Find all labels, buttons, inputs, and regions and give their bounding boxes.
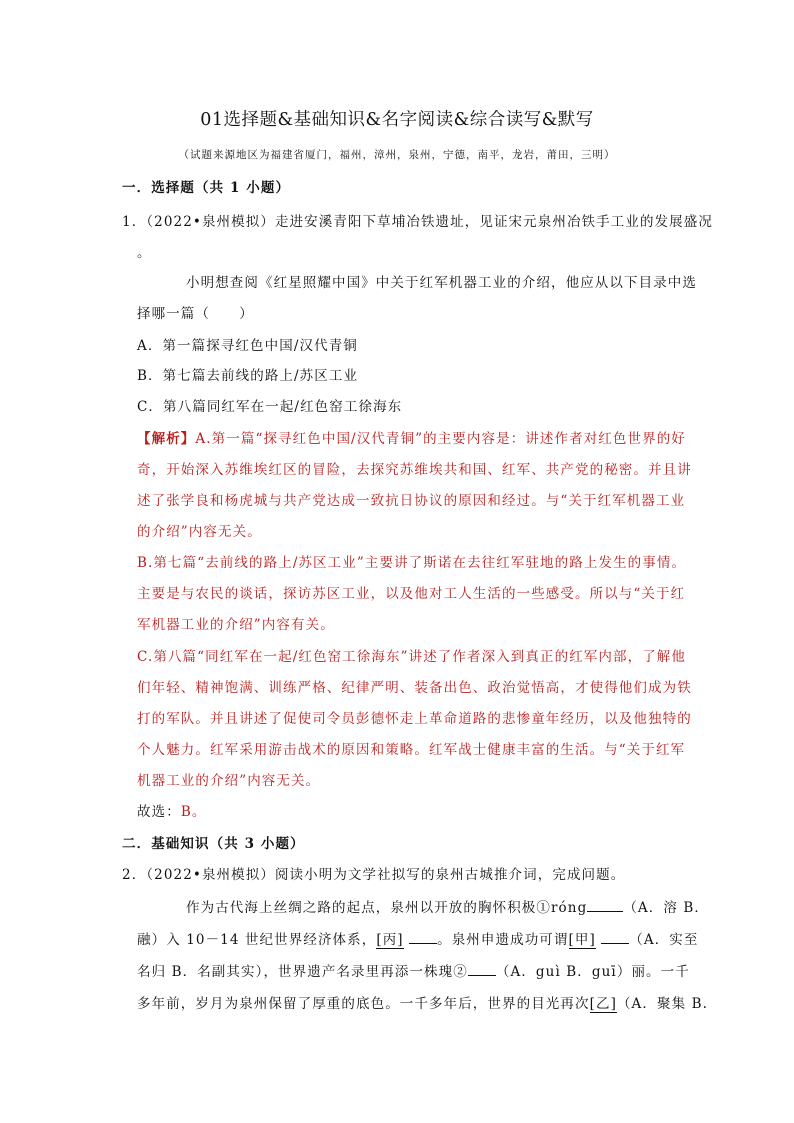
answer-line: [137, 800, 206, 820]
q2-p2-text-a: 融）入 10－14 世纪世界经济体系，: [137, 932, 377, 948]
blank-jia[interactable]: [601, 931, 629, 944]
marker-jia: [甲]: [568, 932, 596, 948]
analysis-line-c5: 机器工业的介绍”内容无关。: [137, 773, 321, 789]
q1-option-a: A．第一篇探寻红色中国/汉代青铜: [137, 338, 358, 354]
analysis-line-b3: 军机器工业的介绍”内容有关。: [137, 617, 335, 633]
analysis-line-a1: [137, 427, 686, 447]
q1-stem-line4: 择哪一篇（ ）: [137, 306, 254, 322]
q2-p2-text-b: 。泉州申遗成功可谓: [437, 932, 569, 948]
q2-p3-text-b: （A．guì B．guī）丽。一千: [495, 964, 690, 980]
analysis-line-a2: 奇，开始深入苏维埃红区的冒险，去探究苏维埃共和国、红军、共产党的秘密。并且讲: [137, 462, 692, 478]
analysis-line-c2: 们年轻、精神饱满、训练严格、纪律严明、装备出色、政治觉悟高，才使得他们成为铁: [137, 680, 692, 696]
answer-value: B。: [180, 804, 207, 820]
section-heading-basics: 二．基础知识（共 3 小题）: [122, 836, 305, 852]
q2-p1-text-a: 作为古代海上丝绸之路的起点，泉州以开放的胸怀积极①róng: [186, 900, 588, 916]
analysis-a1-text: A.第一篇“探寻红色中国/汉代青铜”的主要内容是：讲述作者对红色世界的好: [195, 431, 686, 447]
blank-bing[interactable]: [409, 931, 437, 944]
q1-stem-line1: 1．（2022•泉州模拟）走进安溪青阳下草埔冶铁遗址，见证宋元泉州冶铁手工业的发展盛况: [122, 214, 713, 230]
analysis-line-a4: 的介绍”内容无关。: [137, 524, 262, 540]
analysis-line-b1: B.第七篇“去前线的路上/苏区工业”主要讲了斯诺在去往红军驻地的路上发生的事情。: [137, 555, 687, 571]
source-note: （试题来源地区为福建省厦门，福州，漳州，泉州，宁德，南平，龙岩，莆田，三明）: [178, 149, 616, 161]
q2-passage-line4: [137, 992, 708, 1012]
blank-2[interactable]: [468, 963, 496, 976]
q2-p1-text-b: （A．溶 B．: [623, 900, 709, 916]
marker-bing: [丙]: [376, 932, 404, 948]
q1-stem-line3: 小明想查阅《红星照耀中国》中关于红军机器工业的介绍，他应从以下目录中选: [186, 275, 697, 291]
page-title: 01选择题&基础知识&名字阅读&综合读写&默写: [200, 110, 594, 130]
q2-passage-line2: [137, 928, 699, 948]
analysis-line-b2: 主要是与农民的谈话，探访苏区工业，以及他对工人生活的一些感受。所以与“关于红: [137, 586, 686, 602]
q1-stem-line2: 。: [137, 245, 152, 261]
q2-p2-text-c: （A．实至: [629, 932, 699, 948]
blank-1[interactable]: [587, 899, 623, 912]
analysis-line-c1: C.第八篇“同红军在一起/红色窑工徐海东”讲述了作者深入到真正的红军内部，了解他: [137, 649, 686, 665]
analysis-line-c3: 打的军队。并且讲述了促使司令员彭德怀走上革命道路的悲惨童年经历，以及他独特的: [137, 711, 692, 727]
q1-option-b: B．第七篇去前线的路上/苏区工业: [137, 368, 359, 384]
q2-passage-line1: [186, 896, 709, 916]
analysis-tag: 【解析】: [137, 431, 196, 447]
marker-yi: [乙]: [589, 996, 617, 1012]
q2-stem: 2．（2022•泉州模拟）阅读小明为文学社拟写的泉州古城推介词，完成问题。: [122, 867, 626, 883]
q2-p4-text-a: 多年前，岁月为泉州保留了厚重的底色。一千多年后，世界的目光再次: [137, 996, 590, 1012]
analysis-line-c4: 个人魅力。红军采用游击战术的原因和策略。红军战士健康丰富的生活。与“关于红军: [137, 742, 686, 758]
q2-p3-text-a: 名归 B．名副其实），世界遗产名录里再添一株瑰②: [137, 964, 468, 980]
answer-prefix: 故选：: [137, 804, 181, 820]
analysis-line-a3: 述了张学良和杨虎城与共产党达成一致抗日协议的原因和经过。与“关于红军机器工业: [137, 493, 686, 509]
q2-p4-text-b: （A．聚集 B.: [616, 996, 709, 1012]
q1-option-c: C．第八篇同红军在一起/红色窑工徐海东: [137, 399, 403, 415]
section-heading-choice: 一．选择题（共 1 小题）: [122, 180, 291, 196]
q2-passage-line3: [137, 960, 690, 980]
